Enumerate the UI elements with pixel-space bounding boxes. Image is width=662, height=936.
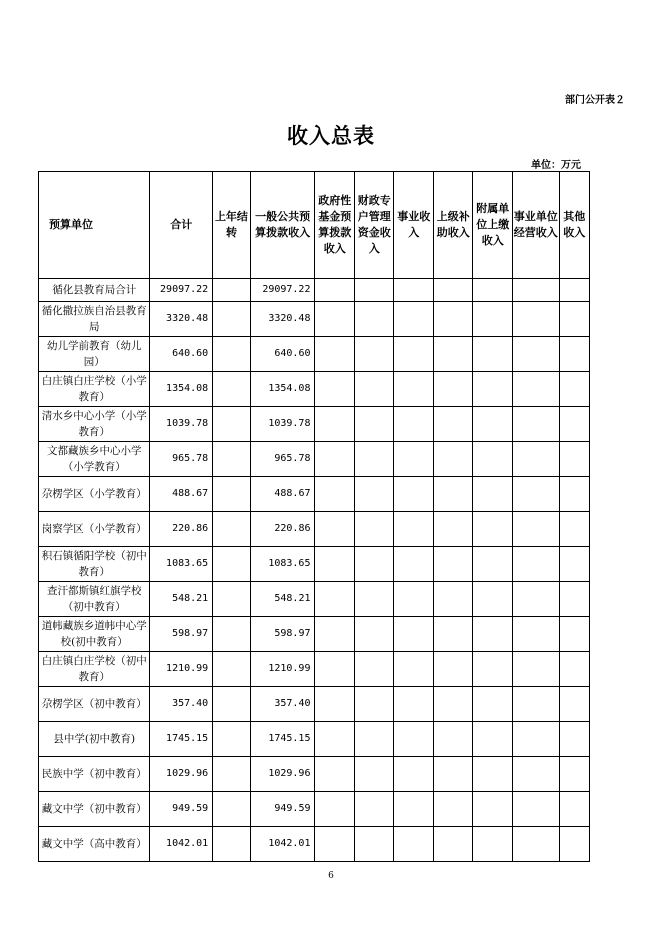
affiliated-income-cell [473,512,513,547]
fund-budget-cell [315,827,355,862]
special-account-cell [354,477,394,512]
general-budget-cell: 1029.96 [250,757,315,792]
unit-name-cell: 白庄镇白庄学校（小学教育） [39,372,150,407]
affiliated-income-cell [473,302,513,337]
carryover-cell [213,407,250,442]
col-header-carryover: 上年结转 [213,172,250,279]
carryover-cell [213,827,250,862]
carryover-cell [213,442,250,477]
fund-budget-cell [315,722,355,757]
operating-income-cell [512,757,559,792]
operating-income-cell [512,582,559,617]
affiliated-income-cell [473,652,513,687]
table-row [39,827,590,862]
total-cell: 488.67 [150,477,213,512]
total-cell: 1039.78 [150,407,213,442]
general-budget-cell: 598.97 [250,617,315,652]
business-income-cell [394,722,434,757]
special-account-cell [354,407,394,442]
total-cell: 29097.22 [150,279,213,302]
special-account-cell [354,582,394,617]
superior-subsidy-cell [433,302,473,337]
special-account-cell [354,337,394,372]
carryover-cell [213,652,250,687]
affiliated-income-cell [473,757,513,792]
table-row [39,687,590,722]
business-income-cell [394,337,434,372]
table-row [39,652,590,687]
other-income-cell [559,477,589,512]
other-income-cell [559,547,589,582]
operating-income-cell [512,547,559,582]
superior-subsidy-cell [433,547,473,582]
business-income-cell [394,407,434,442]
general-budget-cell: 548.21 [250,582,315,617]
unit-name-cell: 民族中学（初中教育） [39,757,150,792]
business-income-cell [394,582,434,617]
col-header-special-account: 财政专户管理资金收入 [354,172,394,279]
other-income-cell [559,687,589,722]
operating-income-cell [512,337,559,372]
total-cell: 949.59 [150,792,213,827]
col-header-affiliated-income: 附属单位上缴收入 [473,172,513,279]
superior-subsidy-cell [433,582,473,617]
superior-subsidy-cell [433,407,473,442]
operating-income-cell [512,652,559,687]
general-budget-cell: 220.86 [250,512,315,547]
unit-name-cell: 循化撒拉族自治县教育局 [39,302,150,337]
fund-budget-cell [315,547,355,582]
business-income-cell [394,652,434,687]
general-budget-cell: 3320.48 [250,302,315,337]
superior-subsidy-cell [433,512,473,547]
fund-budget-cell [315,477,355,512]
affiliated-income-cell [473,582,513,617]
business-income-cell [394,792,434,827]
fund-budget-cell [315,582,355,617]
other-income-cell [559,582,589,617]
col-header-other-income: 其他收入 [559,172,589,279]
fund-budget-cell [315,302,355,337]
other-income-cell [559,372,589,407]
total-cell: 3320.48 [150,302,213,337]
other-income-cell [559,757,589,792]
operating-income-cell [512,372,559,407]
other-income-cell [559,722,589,757]
total-cell: 1042.01 [150,827,213,862]
carryover-cell [213,512,250,547]
table-row [39,302,590,337]
total-cell: 548.21 [150,582,213,617]
special-account-cell [354,442,394,477]
col-header-operating-income: 事业单位经营收入 [512,172,559,279]
special-account-cell [354,547,394,582]
table-row [39,792,590,827]
special-account-cell [354,617,394,652]
carryover-cell [213,617,250,652]
fund-budget-cell [315,279,355,302]
special-account-cell [354,652,394,687]
affiliated-income-cell [473,687,513,722]
col-header-fund-budget: 政府性基金预算拨款收入 [315,172,355,279]
carryover-cell [213,302,250,337]
fund-budget-cell [315,337,355,372]
operating-income-cell [512,477,559,512]
general-budget-cell: 965.78 [250,442,315,477]
superior-subsidy-cell [433,687,473,722]
table-row [39,407,590,442]
unit-name-cell: 文都藏族乡中心小学（小学教育） [39,442,150,477]
affiliated-income-cell [473,547,513,582]
general-budget-cell: 488.67 [250,477,315,512]
general-budget-cell: 1210.99 [250,652,315,687]
business-income-cell [394,372,434,407]
superior-subsidy-cell [433,757,473,792]
business-income-cell [394,477,434,512]
unit-name-cell: 白庄镇白庄学校（初中教育） [39,652,150,687]
total-cell: 1210.99 [150,652,213,687]
operating-income-cell [512,827,559,862]
general-budget-cell: 640.60 [250,337,315,372]
col-header-general-budget: 一般公共预算拨款收入 [250,172,315,279]
unit-name-cell: 清水乡中心小学（小学教育） [39,407,150,442]
operating-income-cell [512,617,559,652]
other-income-cell [559,617,589,652]
fund-budget-cell [315,792,355,827]
superior-subsidy-cell [433,279,473,302]
general-budget-cell: 1039.78 [250,407,315,442]
superior-subsidy-cell [433,372,473,407]
general-budget-cell: 949.59 [250,792,315,827]
total-cell: 965.78 [150,442,213,477]
special-account-cell [354,687,394,722]
fund-budget-cell [315,652,355,687]
affiliated-income-cell [473,407,513,442]
carryover-cell [213,582,250,617]
carryover-cell [213,547,250,582]
special-account-cell [354,722,394,757]
other-income-cell [559,442,589,477]
operating-income-cell [512,687,559,722]
unit-name-cell: 查汗都斯镇红旗学校（初中教育） [39,582,150,617]
superior-subsidy-cell [433,337,473,372]
total-cell: 640.60 [150,337,213,372]
table-row [39,757,590,792]
col-header-business-income: 事业收入 [394,172,434,279]
affiliated-income-cell [473,442,513,477]
affiliated-income-cell [473,477,513,512]
total-cell: 1029.96 [150,757,213,792]
operating-income-cell [512,442,559,477]
affiliated-income-cell [473,792,513,827]
col-header-superior-subsidy: 上级补助收入 [433,172,473,279]
business-income-cell [394,279,434,302]
unit-name-cell: 县中学(初中教育) [39,722,150,757]
total-cell: 1745.15 [150,722,213,757]
table-row [39,442,590,477]
other-income-cell [559,407,589,442]
unit-name-cell: 藏文中学（高中教育） [39,827,150,862]
header-row [39,172,590,279]
general-budget-cell: 1354.08 [250,372,315,407]
unit-name-cell: 循化县教育局合计 [39,279,150,302]
business-income-cell [394,827,434,862]
table-tag: 部门公开表２ [565,95,625,106]
total-cell: 1083.65 [150,547,213,582]
carryover-cell [213,687,250,722]
page-title: 收入总表 [287,124,375,148]
superior-subsidy-cell [433,722,473,757]
business-income-cell [394,757,434,792]
fund-budget-cell [315,687,355,722]
special-account-cell [354,279,394,302]
total-cell: 598.97 [150,617,213,652]
operating-income-cell [512,302,559,337]
unit-name-cell: 藏文中学（初中教育） [39,792,150,827]
business-income-cell [394,442,434,477]
carryover-cell [213,722,250,757]
carryover-cell [213,792,250,827]
superior-subsidy-cell [433,827,473,862]
fund-budget-cell [315,442,355,477]
carryover-cell [213,477,250,512]
col-header-unit: 预算单位 [39,172,150,279]
special-account-cell [354,792,394,827]
affiliated-income-cell [473,337,513,372]
superior-subsidy-cell [433,442,473,477]
affiliated-income-cell [473,372,513,407]
table-row [39,722,590,757]
operating-income-cell [512,279,559,302]
other-income-cell [559,652,589,687]
business-income-cell [394,547,434,582]
fund-budget-cell [315,372,355,407]
general-budget-cell: 1083.65 [250,547,315,582]
table-row [39,337,590,372]
unit-name-cell: 尕楞学区（小学教育） [39,477,150,512]
total-cell: 1354.08 [150,372,213,407]
affiliated-income-cell [473,827,513,862]
other-income-cell [559,279,589,302]
table-row [39,512,590,547]
affiliated-income-cell [473,279,513,302]
operating-income-cell [512,722,559,757]
general-budget-cell: 357.40 [250,687,315,722]
fund-budget-cell [315,757,355,792]
other-income-cell [559,827,589,862]
business-income-cell [394,687,434,722]
special-account-cell [354,372,394,407]
unit-label: 单位：万元 [531,160,581,171]
affiliated-income-cell [473,617,513,652]
operating-income-cell [512,407,559,442]
fund-budget-cell [315,407,355,442]
affiliated-income-cell [473,722,513,757]
other-income-cell [559,512,589,547]
unit-name-cell: 道帏藏族乡道帏中心学校(初中教育） [39,617,150,652]
unit-name-cell: 幼儿学前教育（幼儿园） [39,337,150,372]
operating-income-cell [512,792,559,827]
operating-income-cell [512,512,559,547]
carryover-cell [213,279,250,302]
total-cell: 357.40 [150,687,213,722]
table-row [39,477,590,512]
special-account-cell [354,757,394,792]
special-account-cell [354,302,394,337]
table-row [39,547,590,582]
total-cell: 220.86 [150,512,213,547]
business-income-cell [394,302,434,337]
page-number: 6 [328,871,334,881]
table-row [39,279,590,302]
carryover-cell [213,757,250,792]
other-income-cell [559,302,589,337]
table-row [39,582,590,617]
special-account-cell [354,512,394,547]
superior-subsidy-cell [433,652,473,687]
unit-name-cell: 积石镇循阳学校（初中教育） [39,547,150,582]
fund-budget-cell [315,617,355,652]
other-income-cell [559,792,589,827]
other-income-cell [559,337,589,372]
unit-name-cell: 岗察学区（小学教育） [39,512,150,547]
fund-budget-cell [315,512,355,547]
business-income-cell [394,512,434,547]
col-header-total: 合计 [150,172,213,279]
general-budget-cell: 29097.22 [250,279,315,302]
table-row [39,372,590,407]
business-income-cell [394,617,434,652]
special-account-cell [354,827,394,862]
carryover-cell [213,337,250,372]
superior-subsidy-cell [433,617,473,652]
general-budget-cell: 1745.15 [250,722,315,757]
superior-subsidy-cell [433,792,473,827]
superior-subsidy-cell [433,477,473,512]
unit-name-cell: 尕楞学区（初中教育） [39,687,150,722]
table-row [39,617,590,652]
carryover-cell [213,372,250,407]
general-budget-cell: 1042.01 [250,827,315,862]
income-table [38,171,590,862]
